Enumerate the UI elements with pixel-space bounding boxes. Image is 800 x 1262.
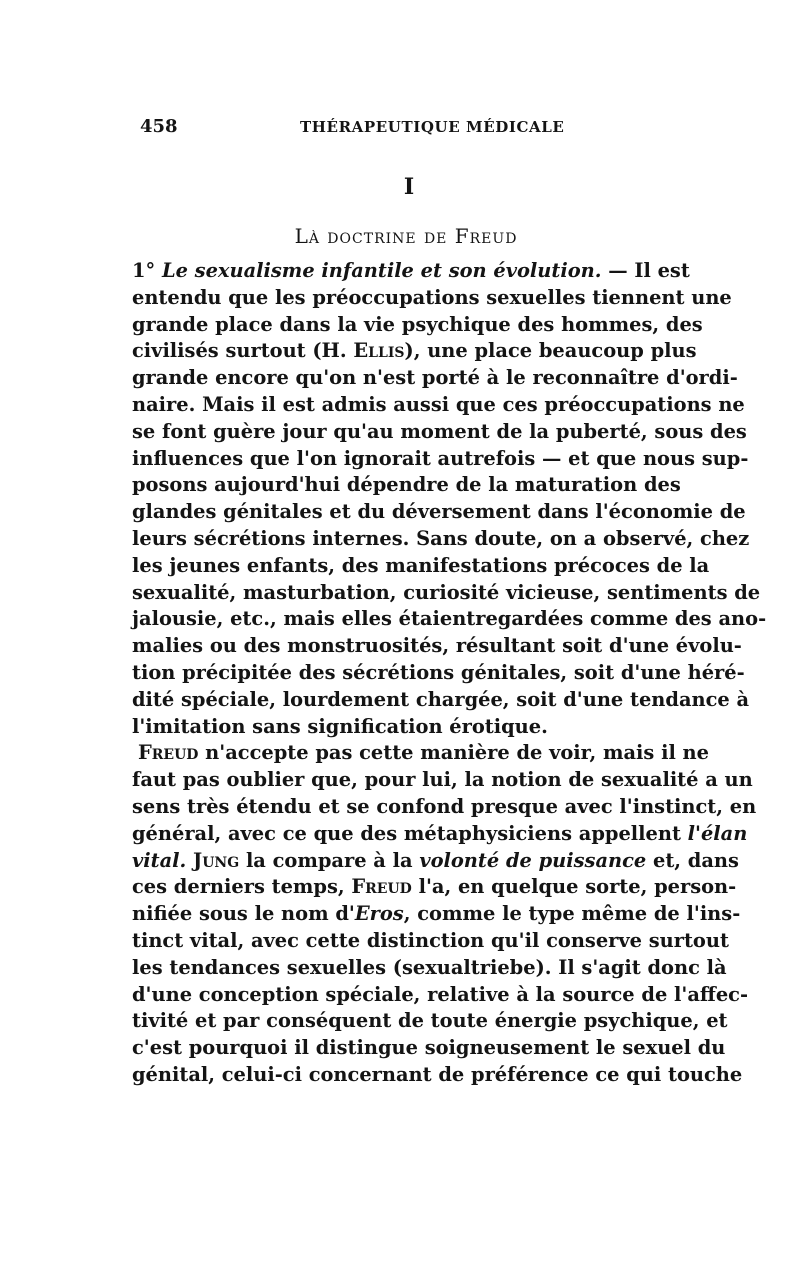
text-line: [132, 285, 732, 312]
text-segment: glandes génitales et du déversement dans l'économie de: [132, 500, 746, 524]
text-segment: d'une conception spéciale, relative à la source de l'affec-: [132, 982, 749, 1006]
text-segment: la compare à la: [239, 848, 420, 872]
text-segment: les tendances sexuelles (sexualtriebe). Il s'agit donc là: [132, 955, 727, 979]
text-segment: l'imitation sans signification érotique.: [132, 714, 548, 738]
text-line: [132, 928, 729, 955]
text-segment: 1°: [132, 259, 162, 282]
text-segment: grande encore qu'on n'est porté à le reconnaître d'ordi-: [132, 366, 738, 390]
text-segment: c'est pourquoi il distingue soigneusement le sexuel du: [132, 1036, 726, 1060]
text-line: [132, 258, 690, 285]
italic-text: Le sexualisme infantile et son évolution.: [161, 259, 602, 282]
text-segment: leurs sécrétions internes. Sans doute, on a observé, chez: [132, 526, 750, 550]
text-line: [132, 499, 746, 526]
small-caps-name: Jung: [193, 848, 240, 872]
text-segment: et, dans: [646, 848, 739, 872]
small-caps-name: Freud: [351, 875, 412, 899]
text-segment: influences que l'on ignorait autrefois — et que nous sup-: [132, 446, 749, 470]
text-line: [132, 312, 703, 339]
text-segment: nifiée sous le nom d': [132, 902, 355, 926]
text-segment: l'a, en quelque sorte, person-: [411, 875, 737, 899]
text-line: [132, 740, 709, 767]
text-segment: naire. Mais il est admis aussi que ces préoccupations ne: [132, 392, 745, 416]
chapter-title: Là doctrine de Freud: [294, 224, 518, 248]
text-segment: sens très étendu et se confond presque avec l'instinct, en: [132, 794, 757, 818]
text-segment: malies ou des monstruosités, résultant soit d'une évolu-: [132, 634, 742, 658]
text-line: [132, 660, 745, 687]
text-line: [132, 687, 750, 714]
text-segment: , comme le type même de l'ins-: [403, 902, 741, 926]
text-line: [132, 1062, 743, 1089]
text-segment: n'accepte pas cette manière de voir, mais il ne: [198, 741, 709, 765]
text-line: [132, 714, 678, 741]
text-line: [132, 901, 741, 928]
text-line: [132, 580, 761, 607]
text-line: [132, 392, 745, 419]
text-line: [132, 446, 749, 473]
text-segment: ), une place beaucoup plus: [404, 339, 697, 363]
italic-text: volonté de puissance: [419, 848, 647, 872]
italic-text: Eros: [354, 902, 404, 926]
text-line: [132, 553, 710, 580]
text-segment: ces derniers temps,: [132, 875, 352, 899]
text-segment: tivité et par conséquent de toute énergie psychique, et: [132, 1009, 728, 1033]
running-title: THÉRAPEUTIQUE MÉDICALE: [300, 118, 565, 136]
text-line: [132, 848, 739, 875]
text-line: [132, 821, 748, 848]
text-line: [132, 767, 753, 794]
text-line: [132, 338, 697, 365]
text-segment: entendu que les préoccupations sexuelles tiennent une: [132, 285, 732, 309]
text-segment: dité spéciale, lourdement chargée, soit d'une tendance à: [132, 687, 750, 711]
text-segment: civilisés surtout (H.: [132, 339, 354, 363]
chapter-number: I: [403, 174, 415, 200]
italic-text: vital.: [132, 848, 187, 872]
text-line: [132, 982, 749, 1009]
text-segment: faut pas oublier que, pour lui, la notion de sexualité a un: [132, 768, 753, 792]
body-text: [132, 258, 767, 1089]
text-segment: posons aujourd'hui dépendre de la maturation des: [132, 473, 681, 497]
text-line: [132, 606, 767, 633]
text-line: [132, 794, 757, 821]
text-line: [132, 526, 750, 553]
text-line: [132, 472, 681, 499]
page-number: 458: [140, 116, 178, 137]
running-header: [0, 116, 800, 138]
small-caps-name: Ellis: [353, 339, 405, 363]
text-line: [132, 874, 737, 901]
text-segment: sexualité, masturbation, curiosité vicieuse, sentiments de: [132, 580, 761, 604]
text-segment: génital, celui-ci concernant de préférence ce qui touche: [132, 1062, 743, 1086]
text-segment: général, avec ce que des métaphysiciens appellent: [132, 821, 688, 845]
text-segment: se font guère jour qu'au moment de la puberté, sous des: [132, 419, 747, 443]
text-segment: tinct vital, avec cette distinction qu'il conserve surtout: [132, 928, 729, 952]
text-line: [132, 1008, 728, 1035]
small-caps-name: Freud: [138, 741, 199, 765]
text-line: [132, 1035, 726, 1062]
text-segment: — Il est: [601, 259, 690, 282]
text-line: [132, 365, 738, 392]
text-segment: jalousie, etc., mais elles étaientregardées comme des ano-: [132, 607, 767, 631]
text-line: [132, 955, 727, 982]
text-line: [132, 419, 747, 446]
text-segment: les jeunes enfants, des manifestations précoces de la: [132, 553, 710, 577]
italic-text: l'élan: [687, 821, 748, 845]
text-segment: tion précipitée des sécrétions génitales, soit d'une héré-: [132, 660, 745, 684]
text-line: [132, 633, 742, 660]
text-segment: grande place dans la vie psychique des hommes, des: [132, 312, 703, 336]
